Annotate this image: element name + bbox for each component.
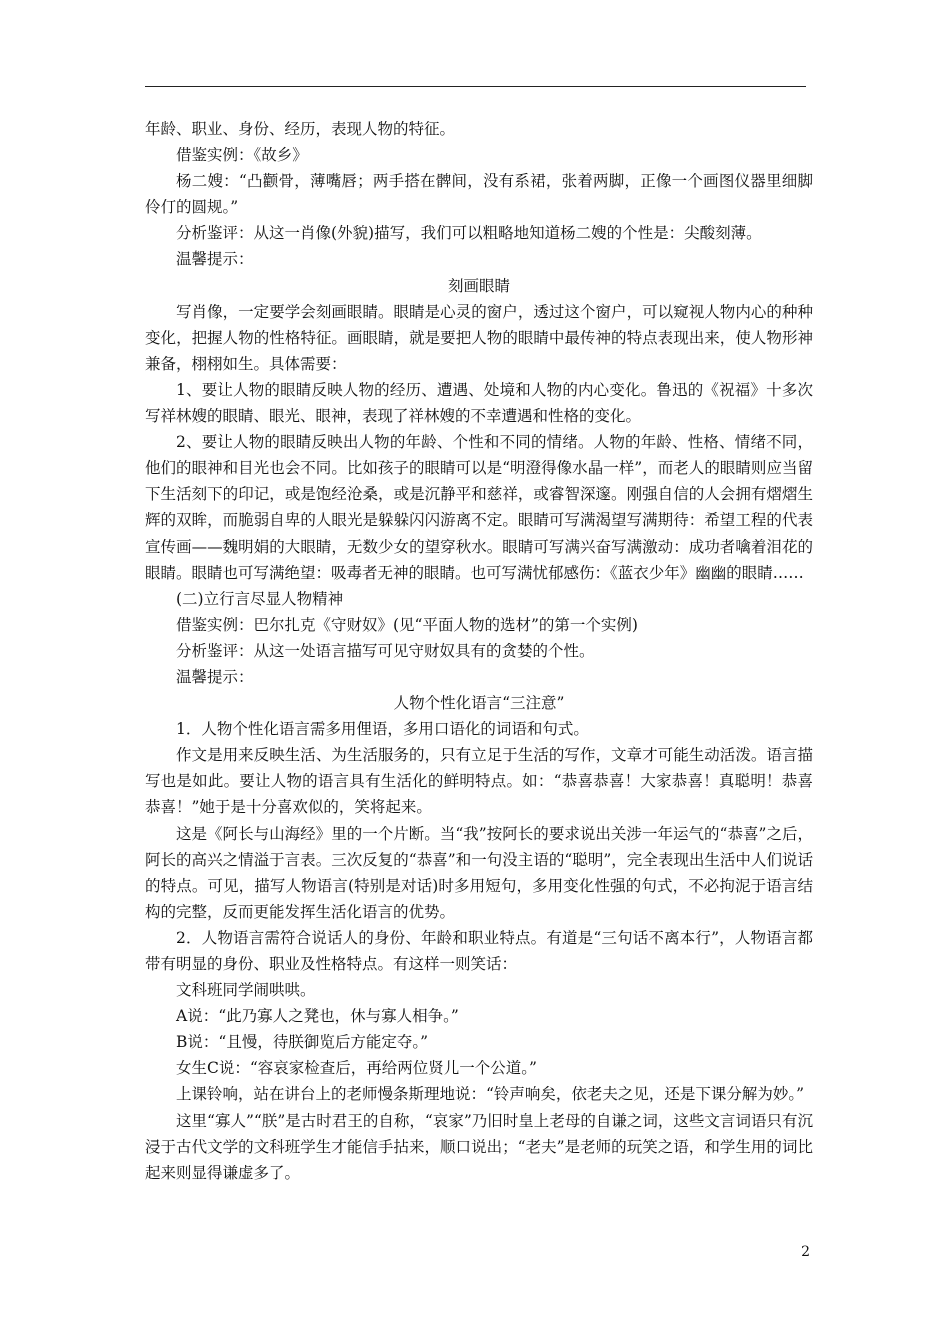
section-heading: 人物个性化语言“三注意” bbox=[393, 694, 565, 713]
paragraph: 年龄、职业、身份、经历，表现人物的特征。 bbox=[145, 120, 456, 138]
paragraph: A说：“此乃寡人之凳也，休与寡人相争。” bbox=[176, 1007, 459, 1026]
paragraph: 2．人物语言需符合说话人的身份、年龄和职业特点。有道是“三句话不离本行”，人物语言都带有明显的身份、职业及性格特点。有这样一则笑话： bbox=[145, 928, 813, 973]
paragraph: 借鉴实例：《故乡》 bbox=[176, 146, 308, 165]
paragraph: 2、要让人物的眼睛反映出人物的年龄、个性和不同的情绪。人物的年龄、性格、情绪不同，他们的眼神和目光也会不同。比如孩子的眼睛可以是“明澄得像水晶一样”，而老人的眼睛则应当留下生活刻下的印记，或是饱经沧桑，或是沉静平和慈祥，或睿智深邃。刚强自信的人会拥有熠熠生辉的双眸，而脆弱自卑的人眼光是躲躲闪闪游离不定。眼睛可写满渴望写满期待：希望工程的代表宣传画——魏明娟的大眼睛，无数少女的望穿秋水。眼睛可写满兴奋写满激动：成功者噙着泪花的眼睛。眼睛也可写满绝望：吸毒者无神的眼睛。也可写满忧郁感伤：《蓝衣少年》幽幽的眼睛…… bbox=[145, 433, 813, 582]
paragraph: 借鉴实例：巴尔扎克《守财奴》(见“平面人物的选材”的第一个实例) bbox=[176, 615, 638, 634]
paragraph: 这是《阿长与山海经》里的一个片断。当“我”按阿长的要求说出关涉一年运气的“恭喜”之后，阿长的高兴之情溢于言表。三次反复的“恭喜”和一句没主语的“聪明”，完全表现出生活中人们说话的特点。可见，描写人物语言(特别是对话)时多用短句，多用变化性强的句式，不必拘泥于语言结构的完整，反而更能发挥生活化语言的优势。 bbox=[145, 824, 813, 921]
paragraph: 分析鉴评：从这一处语言描写可见守财奴具有的贪婪的个性。 bbox=[176, 641, 595, 660]
paragraph: 文科班同学闹哄哄。 bbox=[176, 981, 316, 1000]
paragraph: 写肖像，一定要学会刻画眼睛。眼睛是心灵的窗户，透过这个窗户，可以窥视人物内心的种种变化，把握人物的性格特征。画眼睛，就是要把人物的眼睛中最传神的特点表现出来，使人物形神兼备，栩栩如生。具体需要： bbox=[145, 302, 813, 373]
paragraph: B说：“且慢，待朕御览后方能定夺。” bbox=[176, 1033, 428, 1052]
header-rule bbox=[145, 86, 806, 87]
paragraph: 1、要让人物的眼睛反映人物的经历、遭遇、处境和人物的内心变化。鲁迅的《祝福》十多次写祥林嫂的眼睛、眼光、眼神，表现了祥林嫂的不幸遭遇和性格的变化。 bbox=[145, 380, 813, 426]
document-body bbox=[145, 116, 813, 1186]
page-number: 2 bbox=[801, 1244, 810, 1260]
section-heading: 刻画眼睛 bbox=[447, 276, 510, 295]
paragraph: 1．人物个性化语言需多用俚语，多用口语化的词语和句式。 bbox=[176, 720, 589, 739]
paragraph: 上课铃响，站在讲台上的老师慢条斯理地说：“铃声响矣，依老夫之见，还是下课分解为妙。” bbox=[176, 1085, 805, 1104]
paragraph: 杨二嫂：“凸颧骨，薄嘴唇；两手搭在髀间，没有系裙，张着两脚，正像一个画图仪器里细脚伶仃的圆规。” bbox=[145, 172, 813, 217]
paragraph: 温馨提示： bbox=[176, 250, 254, 269]
paragraph: (二)立行言尽显人物精神 bbox=[176, 589, 344, 608]
paragraph: 作文是用来反映生活、为生活服务的，只有立足于生活的写作，文章才可能生动活泼。语言描写也是如此。要让人物的语言具有生活化的鲜明特点。如：“恭喜恭喜！大家恭喜！真聪明！恭喜恭喜！”她于是十分喜欢似的，笑将起来。 bbox=[145, 746, 813, 817]
paragraph: 女生C说：“容哀家检查后，再给两位贤儿一个公道。” bbox=[176, 1059, 537, 1078]
paragraph: 温馨提示： bbox=[176, 667, 254, 686]
paragraph: 这里“寡人”“朕”是古时君王的自称，“哀家”乃旧时皇上老母的自谦之词，这些文言词语只有沉浸于古代文学的文科班学生才能信手拈来，顺口说出；“老夫”是老师的玩笑之语，和学生用的词比起来则显得谦虚多了。 bbox=[145, 1111, 813, 1182]
paragraph: 分析鉴评：从这一肖像(外貌)描写，我们可以粗略地知道杨二嫂的个性是：尖酸刻薄。 bbox=[176, 224, 762, 243]
